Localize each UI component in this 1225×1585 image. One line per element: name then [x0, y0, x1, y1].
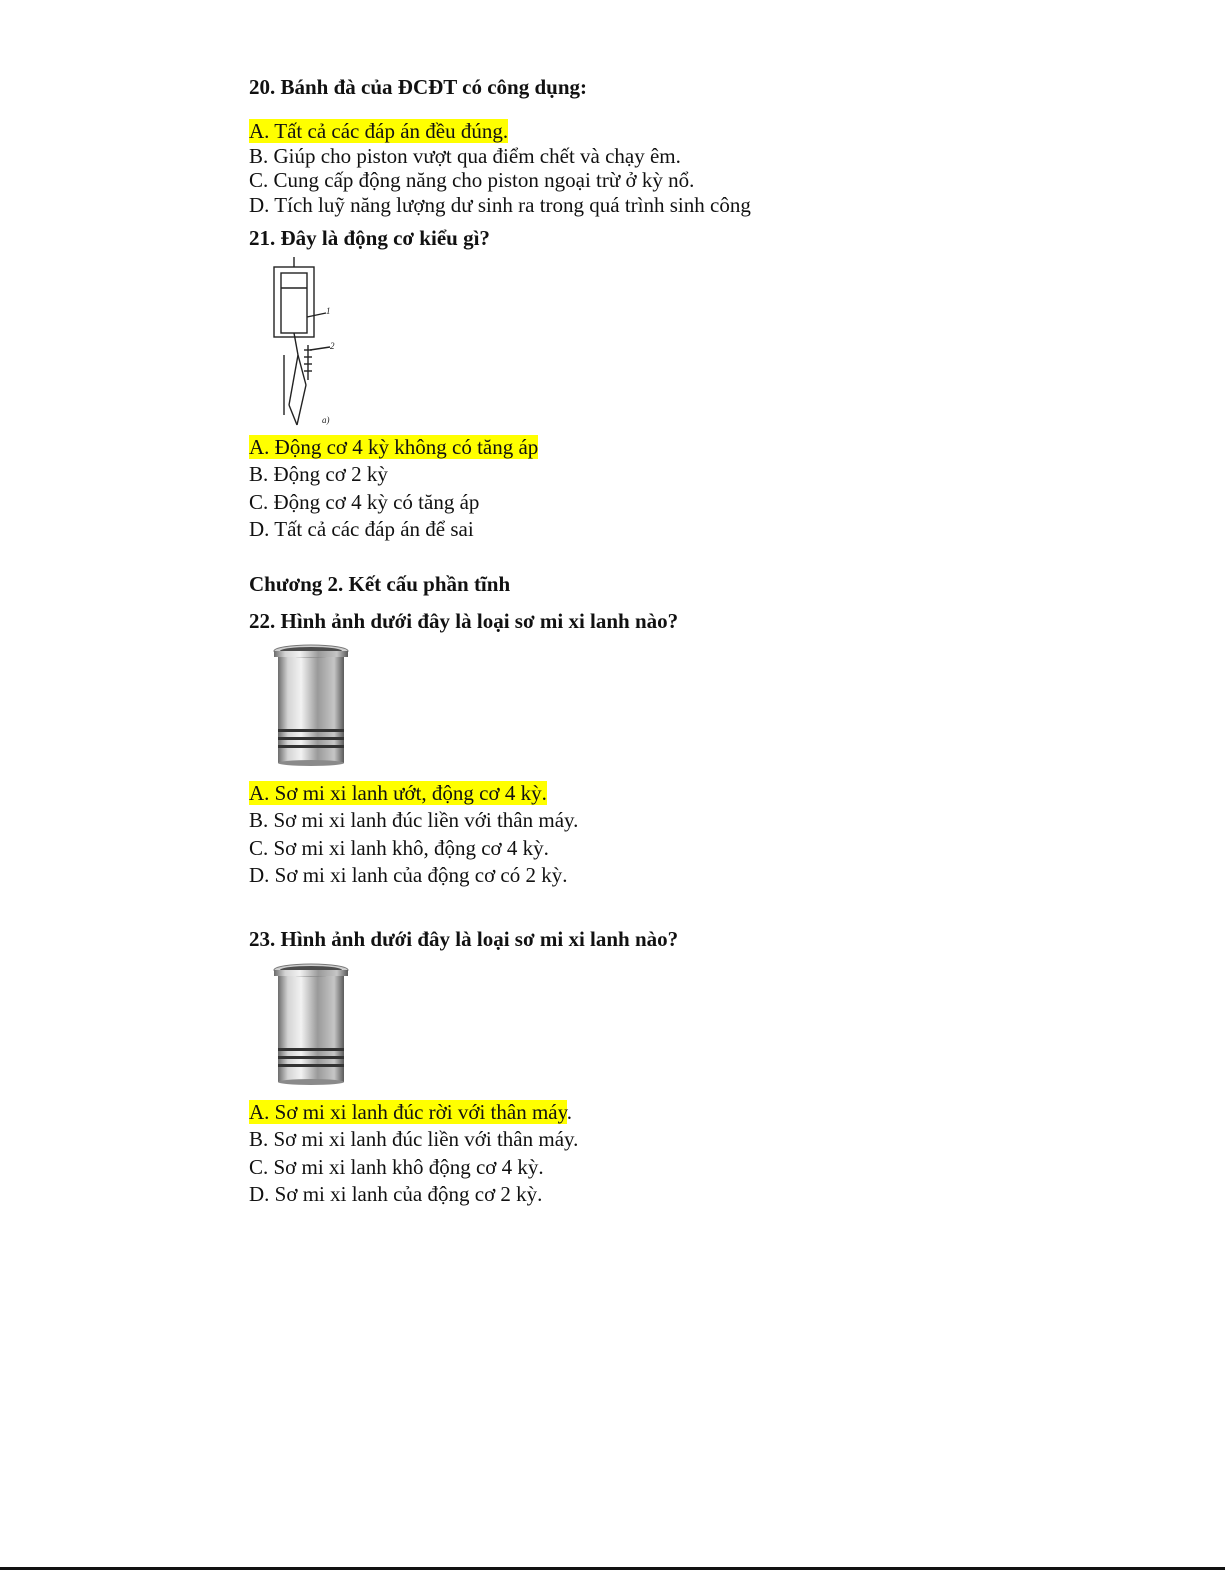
- diagram-label-2: 2: [330, 341, 335, 351]
- question-23-option-c: C. Sơ mi xi lanh khô động cơ 4 kỳ.: [249, 1155, 544, 1179]
- question-22-option-a: [249, 780, 547, 806]
- question-21-option-b: B. Động cơ 2 kỳ: [249, 462, 388, 486]
- cylinder-liner-image: [272, 962, 350, 1086]
- question-20-title: 20. Bánh đà của ĐCĐT có công dụng:: [249, 75, 588, 99]
- highlighted-answer: A. Sơ mi xi lanh ướt, động cơ 4 kỳ.: [249, 781, 547, 805]
- answer-suffix: .: [566, 1100, 572, 1124]
- engine-diagram-figure: [264, 255, 354, 433]
- question-20-option-d: D. Tích luỹ năng lượng dư sinh ra trong quá trình sinh công: [249, 193, 751, 217]
- question-21-option-d: D. Tất cả các đáp án để sai: [249, 517, 474, 541]
- question-22-option-c: C. Sơ mi xi lanh khô, động cơ 4 kỳ.: [249, 836, 549, 860]
- question-22-title: 22. Hình ảnh dưới đây là loại sơ mi xi lanh nào?: [249, 609, 679, 633]
- diagram-label-1: 1: [326, 306, 331, 316]
- page-bottom-rule: [0, 1567, 1225, 1570]
- highlighted-answer: A. Động cơ 4 kỳ không có tăng áp: [249, 435, 539, 459]
- question-20-option-b: B. Giúp cho piston vượt qua điểm chết và chạy êm.: [249, 144, 681, 168]
- question-21-option-a: [249, 434, 538, 460]
- diagram-label-a: a): [322, 415, 330, 425]
- question-23-title: 23. Hình ảnh dưới đây là loại sơ mi xi lanh nào?: [249, 927, 679, 951]
- cylinder-liner-image: [272, 643, 350, 767]
- question-23-option-d: D. Sơ mi xi lanh của động cơ 2 kỳ.: [249, 1182, 543, 1206]
- question-22-option-b: B. Sơ mi xi lanh đúc liền với thân máy.: [249, 808, 579, 832]
- question-22-option-d: D. Sơ mi xi lanh của động cơ có 2 kỳ.: [249, 863, 568, 887]
- question-21-option-c: C. Động cơ 4 kỳ có tăng áp: [249, 490, 480, 514]
- question-23-option-a: [249, 1099, 572, 1125]
- question-20-option-c: C. Cung cấp động năng cho piston ngoại trừ ở kỳ nổ.: [249, 168, 695, 192]
- question-20-option-a: [249, 118, 508, 144]
- highlighted-answer: A. Sơ mi xi lanh đúc rời với thân máy: [249, 1100, 567, 1124]
- highlighted-answer: A. Tất cả các đáp án đều đúng.: [249, 119, 509, 143]
- section-heading: Chương 2. Kết cấu phần tĩnh: [249, 572, 511, 596]
- question-21-title: 21. Đây là động cơ kiểu gì?: [249, 226, 490, 250]
- question-23-option-b: B. Sơ mi xi lanh đúc liền với thân máy.: [249, 1127, 579, 1151]
